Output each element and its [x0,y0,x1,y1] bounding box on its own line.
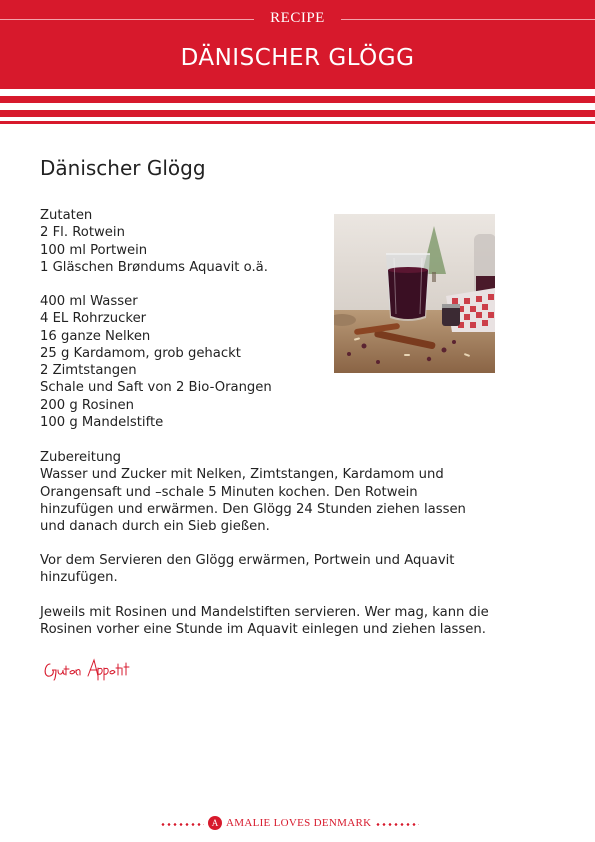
header-stripe [0,96,595,103]
header-stripe [0,121,595,124]
ingredient-item: 25 g Kardamom, grob gehackt [40,345,241,361]
recipe-photo [334,214,495,373]
paragraph-line: Rosinen vorher eine Stunde im Aquavit einlegen und ziehen lassen. [40,622,486,638]
recipe-label-row [0,8,595,30]
preparation-line: hinzufügen und erwärmen. Den Glögg 24 Stunden ziehen lassen [40,501,466,517]
ingredient-item: Schale und Saft von 2 Bio-Orangen [40,380,272,396]
ingredients-list-2 [40,293,272,431]
ingredient-item: 2 Fl. Rotwein [40,225,125,241]
paragraph-line: Vor dem Servieren den Glögg erwärmen, Portwein und Aquavit [40,553,455,568]
ingredient-item: 400 ml Wasser [40,294,138,309]
footer [0,816,595,832]
preparation-heading: Zubereitung [40,450,122,465]
ingredient-item: 16 ganze Nelken [40,328,151,344]
ingredient-item: 100 ml Portwein [40,242,148,258]
paragraph-line: hinzufügen. [40,570,118,586]
handwritten-signature [42,654,142,684]
brand-logo-icon: A [208,816,222,830]
recipe-title: Dänischer Glögg [40,156,206,180]
preparation-section [40,449,510,535]
preparation-line: Wasser und Zucker mit Nelken, Zimtstangen, Kardamom und [40,467,444,483]
footer-dots-right [375,823,419,826]
signature-guten-appetit [42,654,142,684]
preparation-line: Orangensaft und –schale 5 Minuten kochen. Den Rotwein [40,484,418,500]
brand-name: AMALIE LOVES DENMARK [226,817,372,829]
ingredient-item: 2 Zimtstangen [40,363,137,379]
ingredients-list-1 [40,207,268,276]
ingredients-heading: Zutaten [40,208,93,223]
recipe-rule-left [0,19,254,20]
header-stripe [0,110,595,117]
recipe-label: RECIPE [270,10,325,26]
tip-paragraph [40,604,489,639]
serving-paragraph [40,552,454,587]
mulled-wine-photo-illustration [334,214,495,373]
ingredient-item: 100 g Mandelstifte [40,415,164,431]
footer-dots-left [160,823,204,826]
recipe-rule-right [341,19,595,20]
ingredient-item: 200 g Rosinen [40,397,134,413]
page-title: DÄNISCHER GLÖGG [180,45,415,71]
ingredient-item: 1 Gläschen Brøndums Aquavit o.ä. [40,259,268,275]
paragraph-line: Jeweils mit Rosinen und Mandelstiften servieren. Wer mag, kann die [40,605,489,620]
ingredient-item: 4 EL Rohrzucker [40,311,147,327]
header [0,0,595,124]
preparation-line: und danach durch ein Sieb gießen. [40,519,270,535]
